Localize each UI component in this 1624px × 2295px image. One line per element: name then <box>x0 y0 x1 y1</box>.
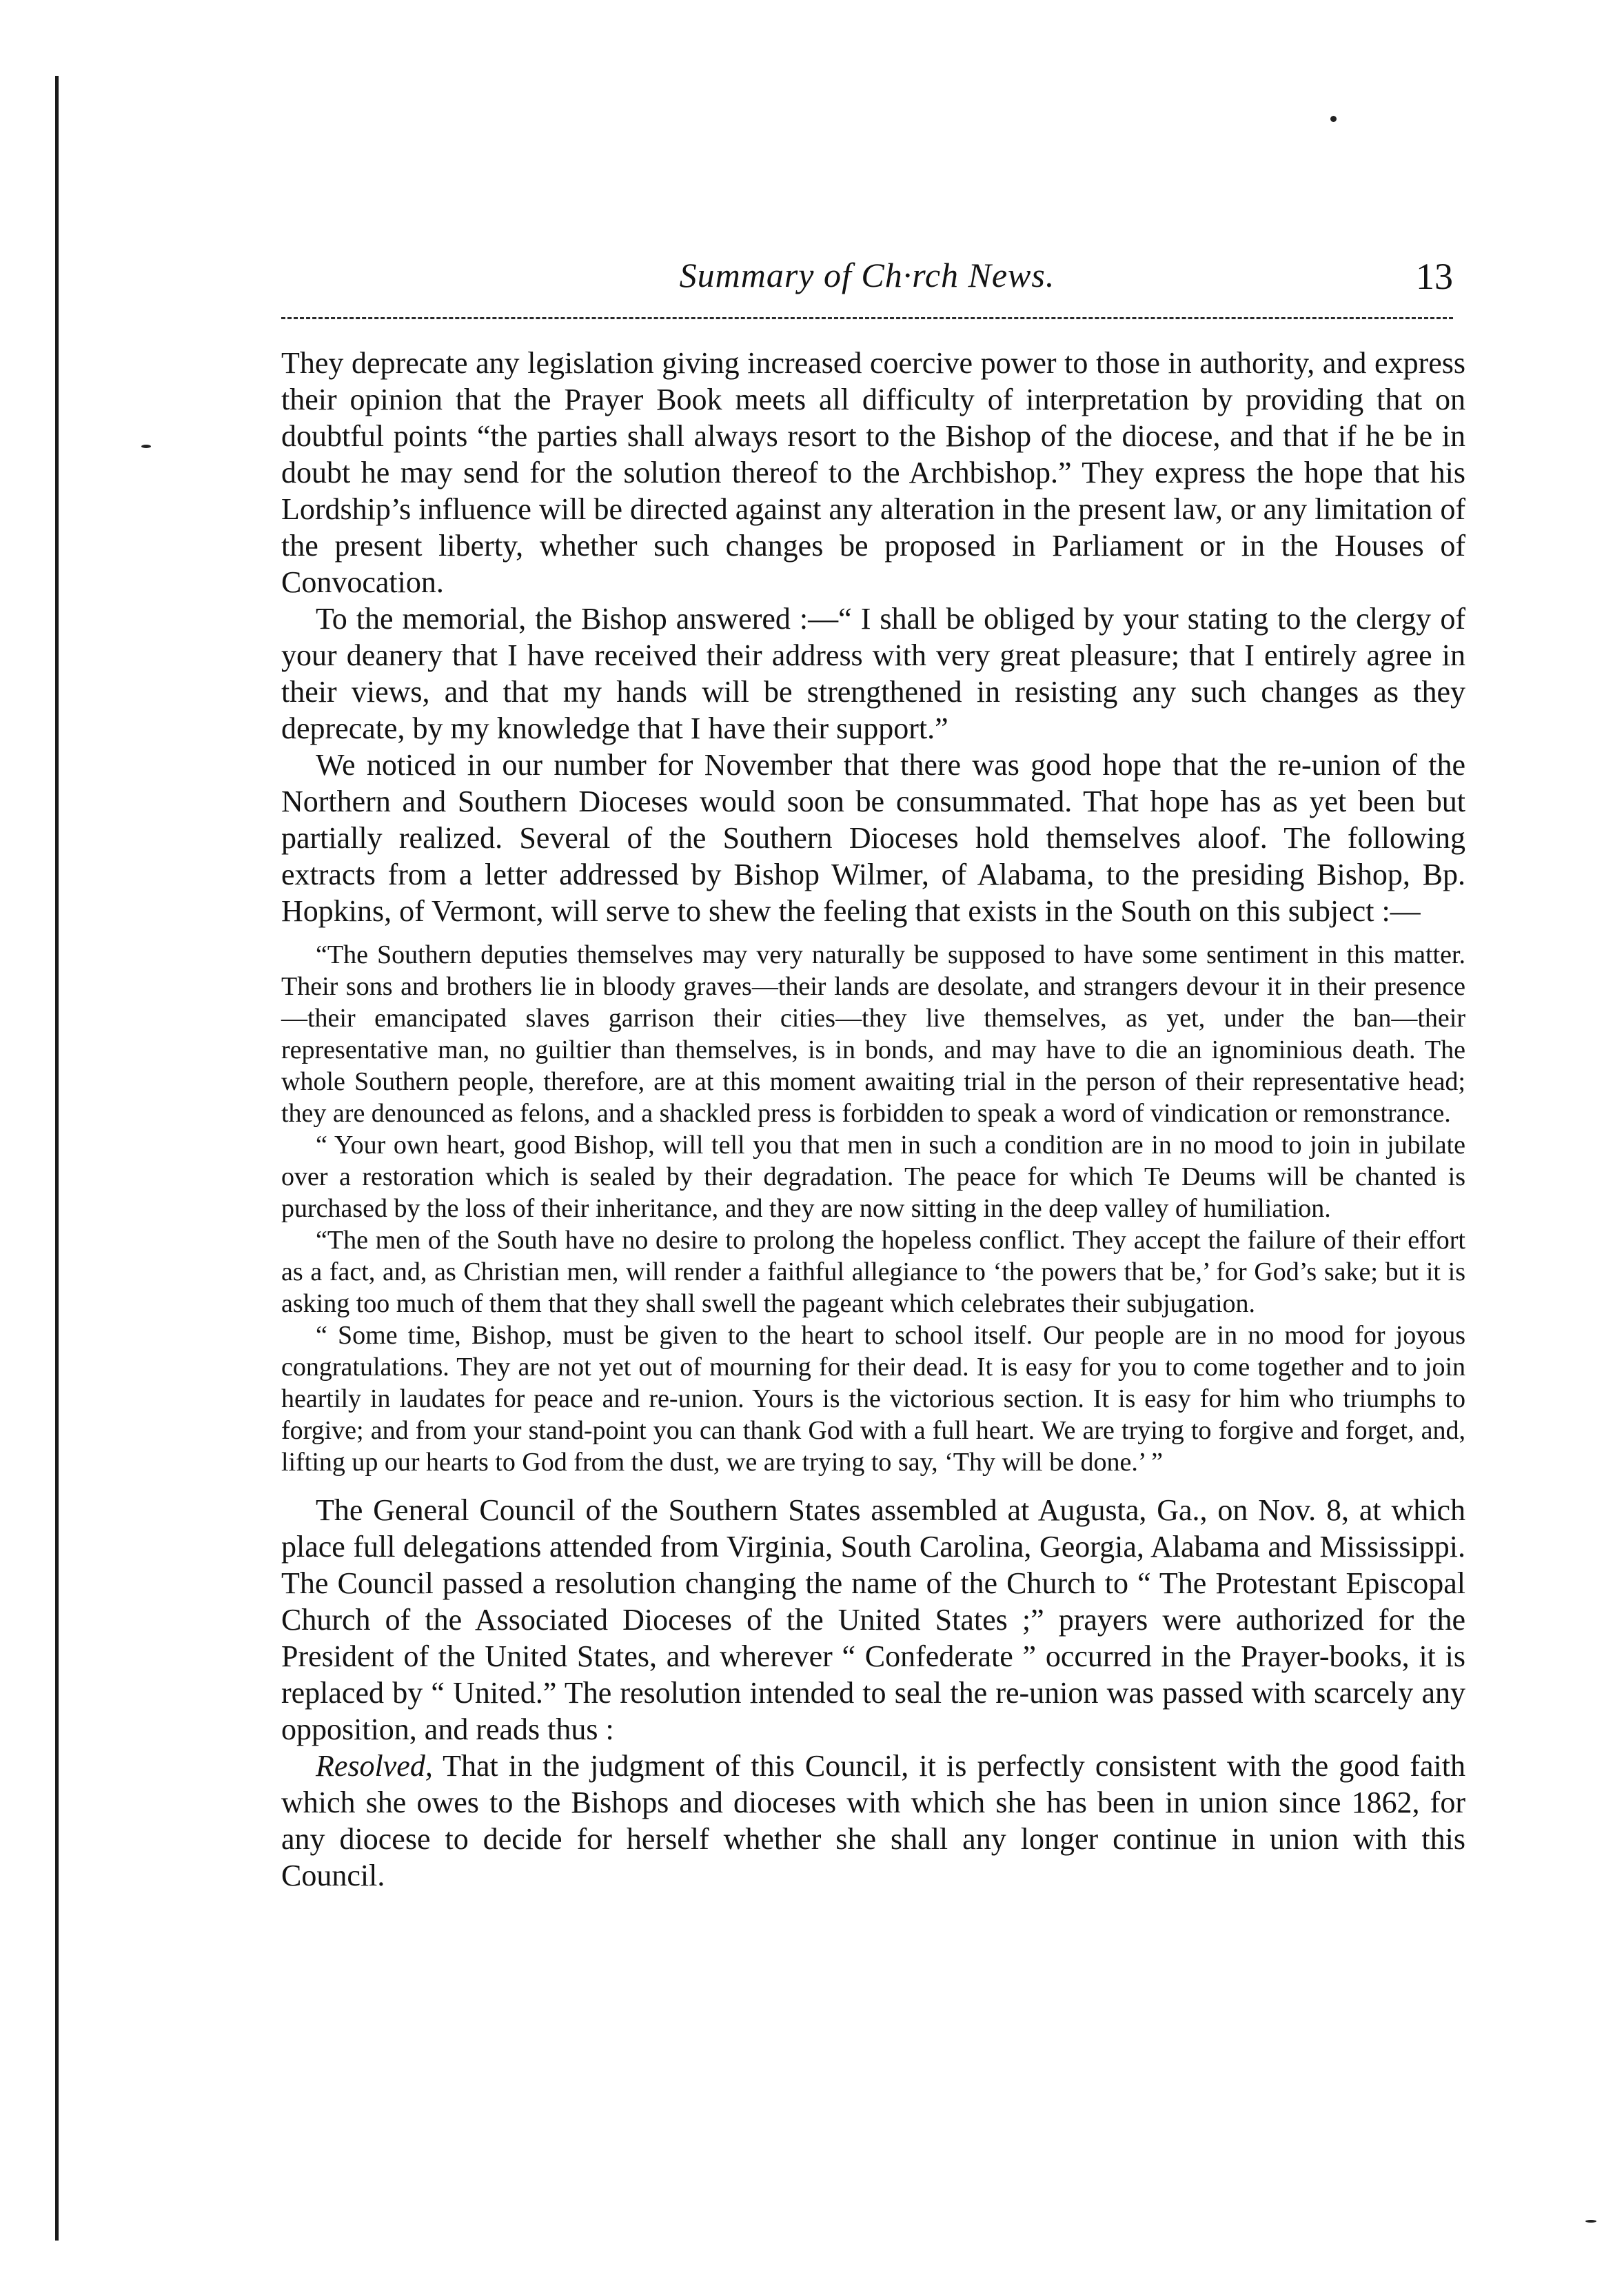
ink-speck <box>1585 2220 1596 2223</box>
paragraph-deprecation: They deprecate any legislation giving increased coercive power to those in authority, and express their opinion that the Prayer Book meets all difficulty of interpretation by providing that on doubtful points “the parties shall always resort to the Bishop of the diocese, and that if he be in doubt he may send for the solution thereof to the Archbishop.” They express the hope that his Lordship’s influence will be directed against any alteration in the present law, or any limitation of the present liberty, whether such changes be proposed in Parliament or in the Houses of Convocation. <box>281 346 1465 599</box>
ink-speck <box>141 445 151 448</box>
paragraph-reunion: We noticed in our number for November that there was good hope that the re-union of the Northern and Southern Dioceses would soon be consummated. That hope has as yet been but partially realized. Several of the Southern Dioceses hold themselves aloof. The following extracts from a letter addressed by Bishop Wilmer, of Alabama, to the presiding Bishop, Bp. Hopkins, of Vermont, will serve to shew the feeling that exists in the South on this subject :— <box>281 748 1465 928</box>
paragraph-bishop-answer: To the memorial, the Bishop answered :—“ I shall be obliged by your stating to the clergy of your deanery that I have received their address with very great pleasure; that I entirely agree in their views, and that my hands will be strengthened in resisting any such changes as they deprecate, by my knowledge that I have their support.” <box>281 602 1465 745</box>
letter-extract <box>281 939 1465 1478</box>
quote-paragraph: “The Southern deputies themselves may very naturally be supposed to have some sentiment in this matter. Their sons and brothers lie in bloody graves—their lands are desolate, and strangers devour it in their presence—their emancipated slaves garrison their cities—they live themselves, as yet, under the ban—their representative man, no guiltier than themselves, is in bonds, and may have to die an ignominious death. The whole Southern people, therefore, are at this moment awaiting trial in the person of their representative head; they are denounced as felons, and a shackled press is forbidden to speak a word of vindication or remonstrance. <box>281 940 1465 1128</box>
paragraph-resolution <box>281 1748 1465 1894</box>
quote-paragraph: “ Some time, Bishop, must be given to the heart to school itself. Our people are in no mood for joyous congratulations. They are not yet out of mourning for their dead. It is easy for you to come together and to join heartily in laudates for peace and re-union. Yours is the victorious section. It is easy for him who triumphs to forgive; and from your stand-point you can thank God with a full heart. We are trying to forgive and forget, and, lifting up our hearts to God from the dust, we are trying to say, ‘Thy will be done.’ ” <box>281 1321 1465 1477</box>
quote-paragraph: “ Your own heart, good Bishop, will tell you that men in such a condition are in no mood to join in jubilate over a restoration which is sealed by their degradation. The peace for which Te Deums will be chanted is purchased by the loss of their inheritance, and they are now sitting in the deep valley of humiliation. <box>281 1131 1465 1223</box>
page-header <box>281 255 1453 303</box>
quote-paragraph: “The men of the South have no desire to prolong the hopeless conflict. They accept the failure of their effort as a fact, and, as Christian men, will render a faithful allegiance to ‘the powers that be,’ for God’s sake; but it is asking too much of them that they shall swell the pageant which celebrates their subjugation. <box>281 1226 1465 1318</box>
resolved-label: Resolved, <box>316 1749 433 1783</box>
ink-speck <box>1330 116 1337 122</box>
header-rule <box>281 317 1453 319</box>
resolution-text: That in the judgment of this Council, it is perfectly consistent with the good faith which she owes to the Bishops and dioceses with which she has been in union since 1862, for any diocese to decide for herself whether she shall any longer continue in union with this Council. <box>281 1749 1465 1892</box>
paragraph-general-council: The General Council of the Southern States assembled at Augusta, Ga., on Nov. 8, at which place full delegations attended from Virginia, South Carolina, Georgia, Alabama and Mississippi. The Council passed a resolution changing the name of the Church to “ The Protestant Episcopal Church of the Associated Dioceses of the United States ;” prayers were authorized for the President of the United States, and wherever “ Confederate ” occurred in the Prayer-books, it is replaced by “ United.” The resolution intended to seal the re-union was passed with scarcely any opposition, and reads thus : <box>281 1493 1465 1746</box>
binding-edge-rule <box>55 76 59 2241</box>
body-text <box>281 345 1465 1894</box>
running-title: Summary of Ch·rch News. <box>679 256 1055 294</box>
page-number: 13 <box>1416 256 1453 297</box>
